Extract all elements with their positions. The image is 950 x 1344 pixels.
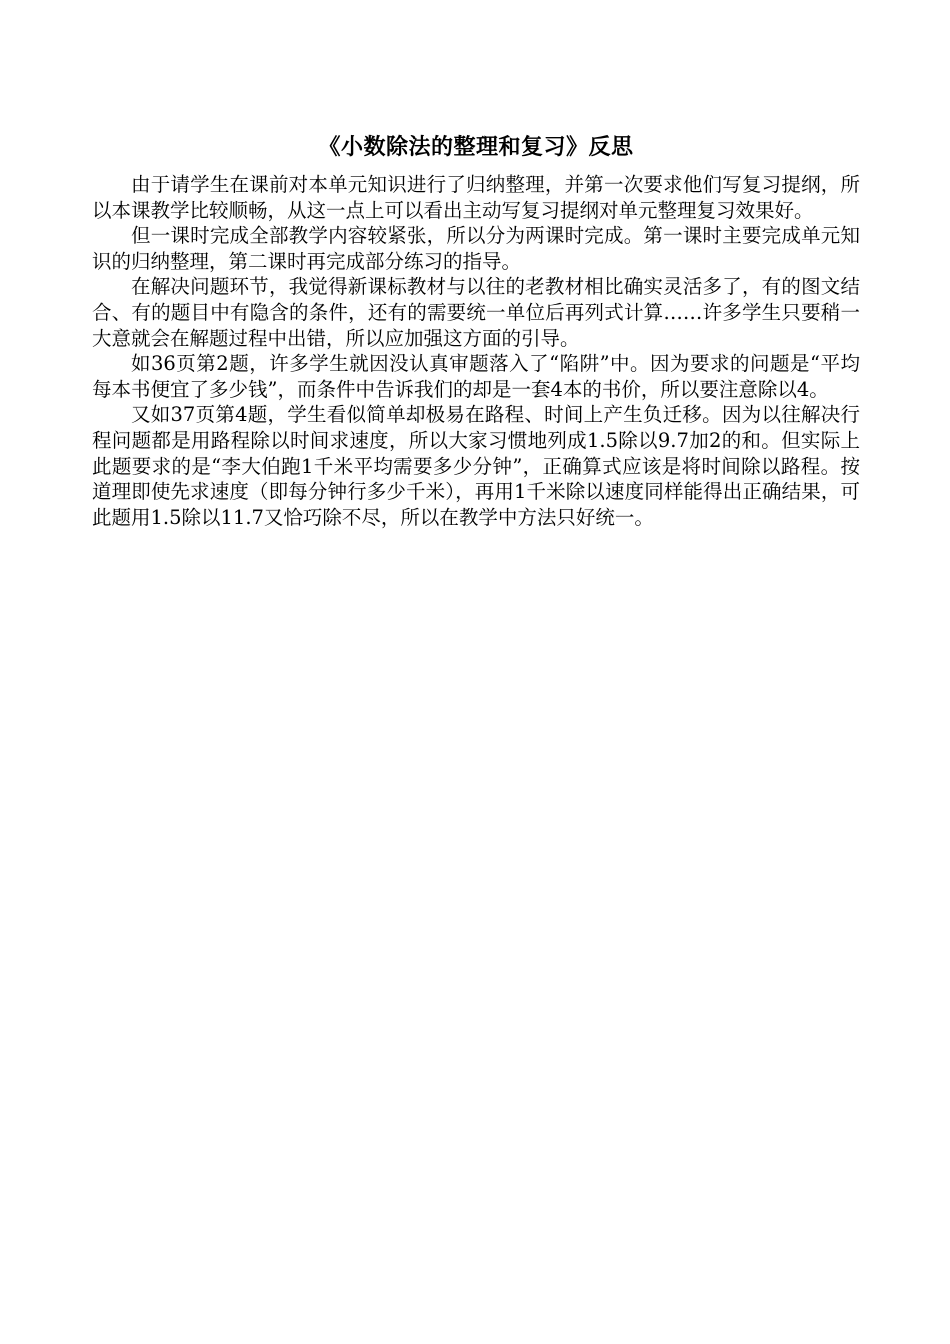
paragraph-4: 如36页第2题，许多学生就因没认真审题落入了“陷阱”中。因为要求的问题是“平均每本书便宜了多少钱”，而条件中告诉我们的却是一套4本的书价，所以要注意除以4。 [92,352,860,401]
document-page [92,130,860,530]
document-title: 《小数除法的整理和复习》反思 [318,134,634,160]
paragraph-2: 但一课时完成全部教学内容较紧张，所以分为两课时完成。第一课时主要完成单元知识的归纳整理，第二课时再完成部分练习的指导。 [92,224,860,273]
paragraph-1: 由于请学生在课前对本单元知识进行了归纳整理，并第一次要求他们写复习提纲，所以本课教学比较顺畅，从这一点上可以看出主动写复习提纲对单元整理复习效果好。 [92,173,860,222]
paragraph-3: 在解决问题环节，我觉得新课标教材与以往的老教材相比确实灵活多了，有的图文结合、有的题目中有隐含的条件，还有的需要统一单位后再列式计算……许多学生只要稍一大意就会在解题过程中出错，所以应加强这方面的引导。 [92,275,860,350]
paragraph-5: 又如37页第4题，学生看似简单却极易在路程、时间上产生负迁移。因为以往解决行程问题都是用路程除以时间求速度，所以大家习惯地列成1.5除以9.7加2的和。但实际上此题要求的是“李大伯跑1千米平均需要多少分钟”，正确算式应该是将时间除以路程。按道理即使先求速度（即每分钟行多少千米），再用1千米除以速度同样能得出正确结果，可此题用1.5除以11.7又恰巧除不尽，所以在教学中方法只好统一。 [92,403,860,529]
